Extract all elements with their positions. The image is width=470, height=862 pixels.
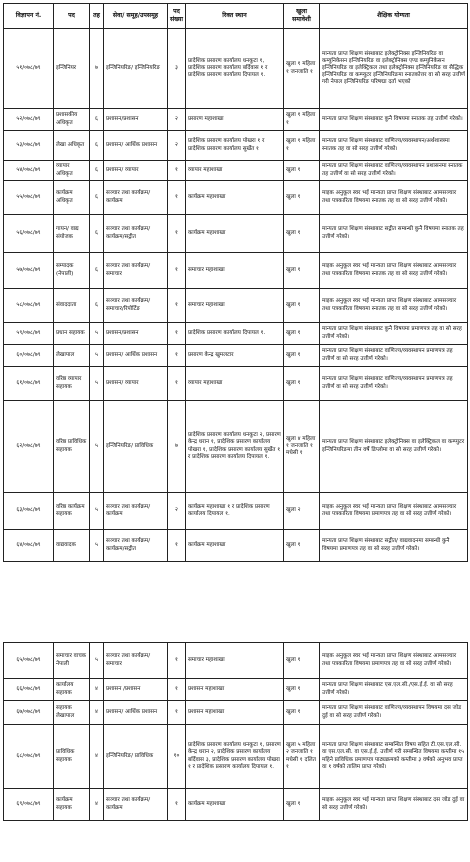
vacancy-table-part2 — [3, 642, 468, 821]
cell-count: २ — [168, 109, 186, 131]
table-row — [4, 289, 468, 323]
cell-service: प्रशासन/प्रशासन — [104, 109, 168, 131]
cell-post: सहायक लेखापाल — [54, 701, 90, 725]
table-row — [4, 725, 468, 789]
cell-post: कार्यक्रम अधिकृत — [54, 181, 90, 215]
cell-place: समाचार महाशाखा — [186, 253, 284, 289]
cell-level: ४ — [90, 679, 104, 701]
cell-service: प्रशासन /प्रशासन — [104, 679, 168, 701]
cell-service: सञ्चार तथा कार्यक्रम/ समाचार/रिपोर्टिङ — [104, 289, 168, 323]
cell-count: १ — [168, 643, 186, 679]
cell-count: १ — [168, 530, 186, 562]
cell-ad-no: ५८/०७८/७९ — [4, 289, 54, 323]
cell-quota: खुला १ — [284, 367, 320, 401]
cell-level: ५ — [90, 367, 104, 401]
cell-post: सम्पादक (नेपाली) — [54, 253, 90, 289]
cell-post: लेखापाल — [54, 345, 90, 367]
cell-level: ५ — [90, 401, 104, 493]
cell-place: प्रादेशिक प्रसारण कार्यालय दिपायल १. — [186, 323, 284, 345]
cell-qualification: माइक अनुकूल स्वर भई मान्यता प्राप्त शिक्षण संस्थाबाट आमसञ्चार तथा पत्रकारिता विषयमा स्नातक तह वा सो सरह उत्तीर्ण गरेको। — [320, 181, 468, 215]
cell-ad-no: ६३/०७८/७९ — [4, 493, 54, 530]
cell-qualification: मान्यता प्राप्त शिक्षण संस्थाबाट इलेक्ट्रोनिक्स वा इलेक्ट्रिकल वा कम्प्युटर इन्जिनियरिङमा तीन वर्षे डिप्लोमा वा सो सरह उत्तीर्ण गरेको। — [320, 401, 468, 493]
cell-qualification: मान्यता प्राप्त शिक्षण संस्थाबाट सद्गीत/ वाद्यवादनमा सम्बन्धी कुनै विषयमा प्रमाणपत्र तह वा सो सरह उत्तीर्ण गरेको। — [320, 530, 468, 562]
cell-place: व्यापार महाशाखा — [186, 367, 284, 401]
cell-post: वाद्यवादक — [54, 530, 90, 562]
cell-ad-no: ५४/०७८/७९ — [4, 161, 54, 181]
header-ad-no: विज्ञापन नं. — [4, 4, 54, 29]
table-header-row — [4, 4, 468, 29]
cell-level: ७ — [90, 29, 104, 109]
cell-service: सञ्चार तथा कार्यक्रम/ कार्यक्रम — [104, 789, 168, 821]
cell-quota: खुला २ — [284, 493, 320, 530]
cell-post: संवाददाता — [54, 289, 90, 323]
cell-ad-no: ६२/०७८/७९ — [4, 401, 54, 493]
cell-service: सञ्चार तथा कार्यक्रम/ समाचार — [104, 253, 168, 289]
cell-quota: खुला १ महिला १ जनजाति १ — [284, 29, 320, 109]
cell-service: प्रशासन/ आर्थिक प्रशासन — [104, 345, 168, 367]
cell-quota: खुला १ महिला १ — [284, 131, 320, 161]
cell-place: प्रशासन महाशाखा — [186, 701, 284, 725]
cell-level: ५ — [90, 345, 104, 367]
table-row — [4, 215, 468, 253]
cell-quota: खुला १ — [284, 215, 320, 253]
cell-quota: खुला १ — [284, 701, 320, 725]
cell-post: गायन/ वाद्य संयोजक — [54, 215, 90, 253]
cell-post: कार्यालय सहायक — [54, 679, 90, 701]
cell-level: ६ — [90, 253, 104, 289]
table-row — [4, 253, 468, 289]
table-row — [4, 161, 468, 181]
cell-ad-no: ५५/०७८/७९ — [4, 181, 54, 215]
header-service: सेवा/ समूह/उपसमूह — [104, 4, 168, 29]
cell-count: १ — [168, 181, 186, 215]
cell-ad-no: ६८/०७८/७९ — [4, 725, 54, 789]
cell-quota: खुला १ महिला १ — [284, 109, 320, 131]
cell-place: प्रादेशिक प्रसारण कार्यालय धनकुटा १, प्रसारण केन्द्र धरान २, प्रादेशिक प्रसारण कार्यालय बर्दिवास ३, प्रादेशिक प्रसारण कार्यालय पोखरा १ र प्रादेशिक प्रसारण कार्यालय दिपायल १. — [186, 725, 284, 789]
cell-qualification: माइक अनुकूल स्वर भई मान्यता प्राप्त शिक्षण संस्थाबाट आमसञ्चार तथा पत्रकारिता विषयमा प्रमाणपत्र तह वा सो सरह उत्तीर्ण गरेको। — [320, 643, 468, 679]
cell-place: कार्यक्रम महाशाखा — [186, 789, 284, 821]
table-row — [4, 530, 468, 562]
cell-service: प्रशासन/ व्यापार — [104, 161, 168, 181]
cell-count: १ — [168, 789, 186, 821]
cell-post: इन्जिनियर — [54, 29, 90, 109]
cell-qualification: माइक अनुकूल स्वर भई मान्यता प्राप्त शिक्षण संस्थाबाट आमसञ्चार तथा पत्रकारिता विषयमा स्नातक तह वा सो सरह उत्तीर्ण गरेको। — [320, 289, 468, 323]
header-place: रिक्त स्थान — [186, 4, 284, 29]
cell-quota: खुला १ — [284, 289, 320, 323]
cell-place: प्रादेशिक प्रसारण कार्यालय धनकुटा २, प्रसारण केन्द्र धरान १, प्रादेशिक प्रसारण कार्यालय पोखरा १, प्रादेशिक प्रसारण कार्यालय सुर्खेत १ र प्रादेशिक प्रसारण कार्यालय दिपायल १. — [186, 401, 284, 493]
cell-quota: खुला ४ महिला १ जनजाति १ मधेसी १ — [284, 401, 320, 493]
cell-quota: खुला १ — [284, 530, 320, 562]
cell-service: सञ्चार तथा कार्यक्रम/ कार्यक्रम/सद्गीत — [104, 215, 168, 253]
cell-qualification: मान्यता प्राप्त शिक्षण संस्थाबाट वाणिज्य/व्यवस्थापन प्रमाणपत्र तह उत्तीर्ण वा सो सरह उत्तीर्ण गरेको। — [320, 345, 468, 367]
cell-post: प्रधान सहायक — [54, 323, 90, 345]
cell-count: १ — [168, 215, 186, 253]
cell-level: ६ — [90, 161, 104, 181]
cell-place: प्रशासन महाशाखा — [186, 679, 284, 701]
header-quota: खुला समावेशी — [284, 4, 320, 29]
cell-service: प्रशासन/ आर्थिक प्रशासन — [104, 701, 168, 725]
cell-ad-no: ५७/०७८/७९ — [4, 253, 54, 289]
cell-ad-no: ६५/०७८/७९ — [4, 643, 54, 679]
cell-level: ५ — [90, 643, 104, 679]
cell-ad-no: ५९/०७८/७९ — [4, 323, 54, 345]
cell-place: व्यापार महाशाखा — [186, 161, 284, 181]
cell-qualification: मान्यता प्राप्त शिक्षण संस्थाबाट वाणिज्य/व्यवस्थापन प्रशासनमा स्नातक तह उत्तीर्ण वा सो सरह उत्तीर्ण गरेको। — [320, 161, 468, 181]
cell-ad-no: ६४/०७८/७९ — [4, 530, 54, 562]
table-row — [4, 109, 468, 131]
cell-count: १० — [168, 725, 186, 789]
cell-post: कार्यक्रम सहायक — [54, 789, 90, 821]
cell-level: ५ — [90, 493, 104, 530]
cell-level: ५ — [90, 530, 104, 562]
cell-quota: खुला १ — [284, 161, 320, 181]
cell-qualification: मान्यता प्राप्त शिक्षण संस्थाबाट वाणिज्य/व्यवस्थापन विषयमा दस जोड दुई वा सो सरह उत्तीर्ण गरेको। — [320, 701, 468, 725]
cell-quota: खुला १ — [284, 253, 320, 289]
cell-level: ६ — [90, 181, 104, 215]
cell-ad-no: ६०/०७८/७९ — [4, 345, 54, 367]
cell-ad-no: ५६/०७८/७९ — [4, 215, 54, 253]
cell-quota: खुला १ — [284, 345, 320, 367]
cell-post: वरिष्ठ प्राविधिक सहायक — [54, 401, 90, 493]
cell-ad-no: ६६/०७८/७९ — [4, 679, 54, 701]
table-row — [4, 701, 468, 725]
cell-level: ६ — [90, 131, 104, 161]
header-qualification: शैक्षिक योग्यता — [320, 4, 468, 29]
table-row — [4, 131, 468, 161]
cell-service: सञ्चार तथा कार्यक्रम/ समाचार — [104, 643, 168, 679]
cell-count: २ — [168, 131, 186, 161]
cell-qualification: माइक अनुकूल स्वर भई मान्यता प्राप्त शिक्षण संस्थाबाट आमसञ्चार तथा पत्रकारिता विषयमा स्नातक तह वा सो सरह उत्तीर्ण गरेको। — [320, 253, 468, 289]
cell-service: प्रशासन/प्रशासन — [104, 323, 168, 345]
cell-level: ६ — [90, 289, 104, 323]
cell-post: प्राविधिक सहायक — [54, 725, 90, 789]
cell-count: ७ — [168, 401, 186, 493]
cell-place: प्रसारण केन्द्र खुमलटार — [186, 345, 284, 367]
table-row — [4, 367, 468, 401]
table-body-part1 — [4, 29, 468, 562]
cell-count: १ — [168, 161, 186, 181]
cell-qualification: मान्यता प्राप्त शिक्षण संस्थाबाट सद्गीत सम्बन्धी कुनै विषयमा स्नातक तह उत्तीर्ण गरेको। — [320, 215, 468, 253]
cell-ad-no: ५१/०७८/७९ — [4, 29, 54, 109]
table-row — [4, 345, 468, 367]
cell-ad-no: ६७/०७८/७९ — [4, 701, 54, 725]
cell-quota: खुला १ — [284, 323, 320, 345]
cell-qualification: मान्यता प्राप्त शिक्षण संस्थाबाट कुनै विषयमा स्नातक तह उत्तीर्ण गरेको। — [320, 109, 468, 131]
cell-quota: खुला १ — [284, 679, 320, 701]
cell-ad-no: ५२/०७८/७९ — [4, 109, 54, 131]
cell-post: वरिष्ठ व्यापार सहायक — [54, 367, 90, 401]
cell-count: १ — [168, 323, 186, 345]
cell-qualification: मान्यता प्राप्त शिक्षण संस्थाबाट सम्बन्धित विषय सहित टी.एस.एल.सी. वा एस.एल.सी. वा एस.ई.ई. उत्तीर्ण गरी सम्बन्धित विषयमा कम्तीमा १५ महिने प्राविधिक प्रमाणपत्र पाठ्यक्रमको कम्तीमा ३ वर्षको अनुभव प्राप्त वा १ वर्षको तालिम प्राप्त गरेको। — [320, 725, 468, 789]
cell-quota: खुला ५ महिला २ जनजाति १ मधेसी १ दलित १ — [284, 725, 320, 789]
cell-place: कार्यक्रम महाशाखा — [186, 181, 284, 215]
cell-count: २ — [168, 493, 186, 530]
table-row — [4, 493, 468, 530]
cell-post: प्रशासकीय अधिकृत — [54, 109, 90, 131]
cell-level: ४ — [90, 789, 104, 821]
cell-qualification: माइक अनुकूल स्वर भई मान्यता प्राप्त शिक्षण संस्थाबाट दस जोड दुई वा सो सरह उत्तीर्ण गरेको। — [320, 789, 468, 821]
cell-count: १ — [168, 289, 186, 323]
cell-count: १ — [168, 679, 186, 701]
cell-ad-no: ५३/०७८/७९ — [4, 131, 54, 161]
header-post: पद — [54, 4, 90, 29]
cell-ad-no: ६९/०७८/७९ — [4, 789, 54, 821]
cell-qualification: मान्यता प्राप्त शिक्षण संस्थाबाट वाणिज्य/व्यवस्थापन/अर्थशास्त्रमा स्नातक तह वा सो सरह उत्तीर्ण गरेको। — [320, 131, 468, 161]
cell-quota: खुला १ — [284, 789, 320, 821]
cell-service: इन्जिनियरिङ/ प्राविधिक — [104, 401, 168, 493]
cell-place: समाचार महाशाखा — [186, 289, 284, 323]
cell-service: प्रशासन/ आर्थिक प्रशासन — [104, 131, 168, 161]
table-row — [4, 643, 468, 679]
cell-place: प्रसारण महाशाखा — [186, 109, 284, 131]
cell-place: प्रादेशिक प्रसारण कार्यालय धनकुटा १, प्रादेशिक प्रसारण कार्यालय बर्दिवास १ र प्रादेशिक प्रसारण कार्यालय दिपायल १. — [186, 29, 284, 109]
cell-service: सञ्चार तथा कार्यक्रम/ कार्यक्रम/सद्गीत — [104, 530, 168, 562]
header-count: पद संख्या — [168, 4, 186, 29]
cell-qualification: मान्यता प्राप्त शिक्षण संस्थाबाट वाणिज्य/व्यवस्थापन प्रमाणपत्र तह उत्तीर्ण वा सो सरह उत्तीर्ण गरेको। — [320, 367, 468, 401]
cell-qualification: मान्यता प्राप्त शिक्षण संस्थाबाट कुनै विषयमा प्रमाणपत्र तह वा सो सरह उत्तीर्ण गरेको। — [320, 323, 468, 345]
cell-count: १ — [168, 253, 186, 289]
page-gap — [0, 615, 470, 640]
cell-post: लेखा अधिकृत — [54, 131, 90, 161]
table-row — [4, 789, 468, 821]
cell-qualification: मान्यता प्राप्त शिक्षण संस्थाबाट इलेक्ट्रोनिक्स इन्जिनियरिङ वा कम्युनिकेसन इन्जिनियरिङ वा इलेक्ट्रोनिक्स एण्ड कम्युनिकेसन इन्जिनियरिङ वा इलेक्ट्रिकल तथा इलेक्ट्रोनिक्स इन्जिनियरिङ वा सैद्धिक इन्जिनियरिङ वा कम्प्युटर इन्जिनियरिङमा स्नातकोत्तर वा सो सरह उत्तीर्ण गरी नेपाल इन्जिनियरिङ परिषद्मा दर्ता भएको — [320, 29, 468, 109]
vacancy-table-part1 — [3, 3, 468, 562]
table-row — [4, 181, 468, 215]
cell-level: ५ — [90, 323, 104, 345]
cell-level: ४ — [90, 725, 104, 789]
cell-place: समाचार महाशाखा — [186, 643, 284, 679]
table-row — [4, 323, 468, 345]
cell-place: प्रादेशिक प्रसारण कार्यालय पोखरा १ र प्रादेशिक प्रसारण कार्यालय सुर्खेत १ — [186, 131, 284, 161]
cell-service: इन्जिनियरिङ/ इन्जिनियरिङ — [104, 29, 168, 109]
table-row — [4, 679, 468, 701]
cell-level: ६ — [90, 109, 104, 131]
cell-count: १ — [168, 701, 186, 725]
table-row — [4, 401, 468, 493]
cell-post: समाचार वाचक नेपाली — [54, 643, 90, 679]
table-body-part2 — [4, 643, 468, 821]
cell-level: ४ — [90, 701, 104, 725]
cell-place: कार्यक्रम महाशाखा — [186, 215, 284, 253]
cell-qualification: मान्यता प्राप्त शिक्षण संस्थाबाट एस.एल.सी./एस.ई.ई. वा सो सरह उत्तीर्ण गरेको। — [320, 679, 468, 701]
cell-place: कार्यक्रम महाशाखा — [186, 530, 284, 562]
cell-service: सञ्चार तथा कार्यक्रम/ कार्यक्रम — [104, 181, 168, 215]
cell-quota: खुला १ — [284, 643, 320, 679]
cell-service: प्रशासन/ व्यापार — [104, 367, 168, 401]
cell-place: कार्यक्रम महाशाखा १ र प्रादेशिक प्रसारण कार्यालय दिपायल १. — [186, 493, 284, 530]
cell-count: ३ — [168, 29, 186, 109]
cell-post: वरिष्ठ कार्यक्रम सहायक — [54, 493, 90, 530]
cell-service: सञ्चार तथा कार्यक्रम/ कार्यक्रम — [104, 493, 168, 530]
cell-service: इन्जिनियरिङ/ प्राविधिक — [104, 725, 168, 789]
cell-level: ६ — [90, 215, 104, 253]
cell-qualification: माइक अनुकूल स्वर भई मान्यता प्राप्त शिक्षण संस्थाबाट आमसञ्चार तथा पत्रकारिता विषयमा प्रमाणपत्र तह वा सो सरह उत्तीर्ण गरेको। — [320, 493, 468, 530]
cell-count: १ — [168, 367, 186, 401]
cell-count: १ — [168, 345, 186, 367]
cell-post: व्यापार अधिकृत — [54, 161, 90, 181]
table-row — [4, 29, 468, 109]
header-level: तह — [90, 4, 104, 29]
cell-ad-no: ६१/०७८/७९ — [4, 367, 54, 401]
cell-quota: खुला १ — [284, 181, 320, 215]
